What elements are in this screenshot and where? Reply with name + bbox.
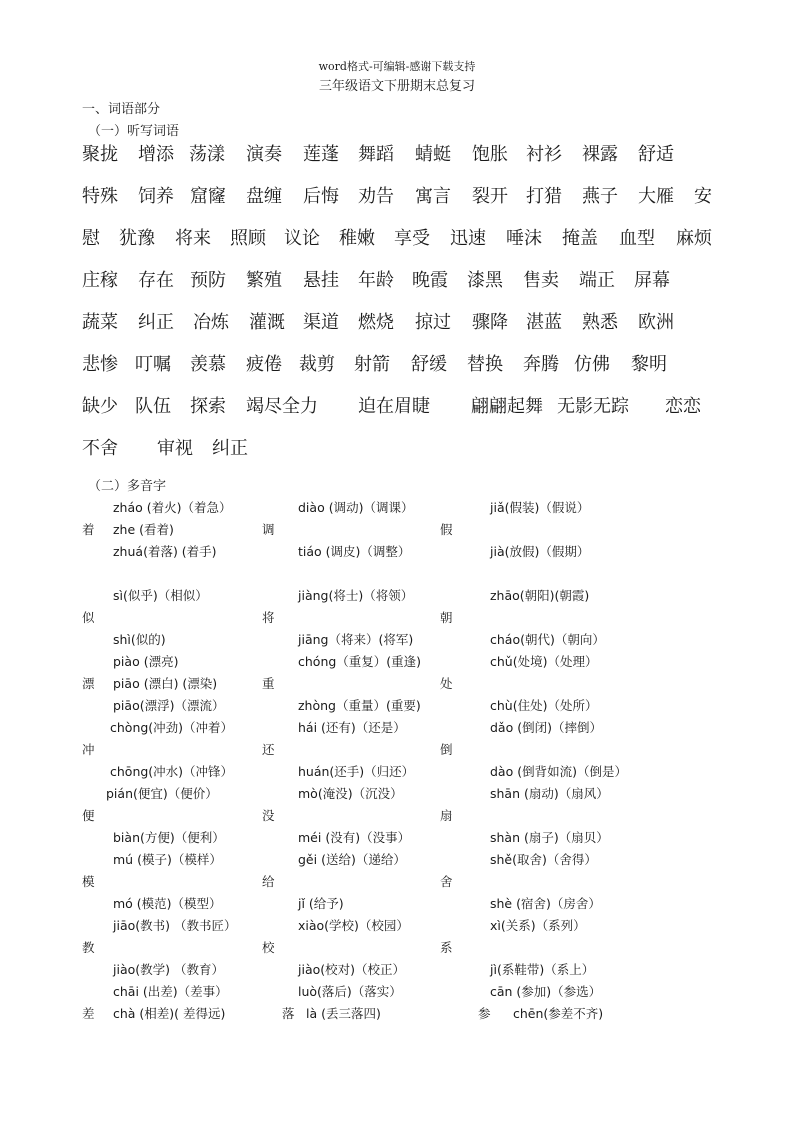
polyphone-reading: tiáo (调皮)（调整） <box>298 544 411 559</box>
polyphone-reading: shān (扇动)（扇风） <box>490 786 609 801</box>
dictation-word: 后悔 <box>303 186 339 207</box>
dictation-word: 冶炼 <box>193 312 229 333</box>
polyphone-reading: zhe (看着) <box>113 522 174 537</box>
polyphone-reading: jì(系鞋带)（系上） <box>490 962 595 977</box>
polyphone-reading: shì(似的) <box>113 632 166 647</box>
dictation-word: 恋恋 <box>665 396 701 417</box>
polyphone-character: 似 <box>82 610 95 625</box>
dictation-word: 悲惨 <box>82 354 118 375</box>
dictation-word: 悬挂 <box>303 270 339 291</box>
polyphone-reading: huán(还手)（归还） <box>298 764 415 779</box>
polyphone-reading: méi (没有)（没事） <box>298 830 411 845</box>
dictation-word: 舒适 <box>638 144 674 165</box>
polyphone-character: 扇 <box>440 808 453 823</box>
polyphone-reading: zhuá(着落) (着手) <box>113 544 217 559</box>
dictation-word: 照顾 <box>230 228 266 249</box>
polyphone-character: 朝 <box>440 610 453 625</box>
dictation-word: 射箭 <box>354 354 390 375</box>
polyphone-reading: gěi (送给)（递给） <box>298 852 406 867</box>
polyphone-character: 落 <box>282 1006 295 1021</box>
polyphone-reading: xì(关系)（系列） <box>490 918 586 933</box>
dictation-word: 奔腾 <box>523 354 559 375</box>
dictation-word: 打猎 <box>526 186 562 207</box>
dictation-word: 探索 <box>190 396 226 417</box>
dictation-word: 增添 <box>138 144 174 165</box>
polyphone-reading: pián(便宜)（便价） <box>106 786 218 801</box>
dictation-word: 售卖 <box>523 270 559 291</box>
polyphone-reading: jiǎ(假装)（假说） <box>490 500 590 515</box>
polyphone-character: 调 <box>262 522 275 537</box>
dictation-word: 存在 <box>138 270 174 291</box>
polyphone-character: 冲 <box>82 742 95 757</box>
dictation-word: 缺少 <box>82 396 118 417</box>
dictation-word: 劝告 <box>358 186 394 207</box>
dictation-word: 黎明 <box>631 354 667 375</box>
polyphone-reading: mó (模范)（模型） <box>113 896 222 911</box>
dictation-word: 窟窿 <box>190 186 226 207</box>
dictation-word: 疲倦 <box>246 354 282 375</box>
dictation-word: 享受 <box>394 228 430 249</box>
dictation-word: 衬衫 <box>526 144 562 165</box>
dictation-word: 迅速 <box>450 228 486 249</box>
polyphone-reading: dǎo (倒闭)（摔倒） <box>490 720 602 735</box>
polyphone-reading: shě(取舍)（舍得） <box>490 852 597 867</box>
polyphone-reading: diào (调动)（调课） <box>298 500 414 515</box>
polyphone-character: 校 <box>262 940 275 955</box>
dictation-word: 替换 <box>467 354 503 375</box>
polyphone-character: 教 <box>82 940 95 955</box>
polyphone-reading: là (丢三落四) <box>306 1006 381 1021</box>
dictation-word: 荡漾 <box>189 144 225 165</box>
polyphone-character: 还 <box>262 742 275 757</box>
polyphone-character: 系 <box>440 940 453 955</box>
polyphone-reading: mú (模子)（模样） <box>113 852 222 867</box>
subsection-title-dictation: （一）听写词语 <box>88 124 180 139</box>
dictation-word: 晚霞 <box>412 270 448 291</box>
polyphone-reading: xiào(学校)（校园） <box>298 918 409 933</box>
dictation-word: 渠道 <box>303 312 339 333</box>
dictation-word: 舞蹈 <box>358 144 394 165</box>
dictation-word: 莲蓬 <box>303 144 339 165</box>
dictation-word: 预防 <box>190 270 226 291</box>
polyphone-reading: jǐ (给予) <box>298 896 344 911</box>
dictation-word: 熟悉 <box>582 312 618 333</box>
dictation-word: 灌溉 <box>249 312 285 333</box>
polyphone-character: 便 <box>82 808 95 823</box>
polyphone-character: 差 <box>82 1006 95 1021</box>
dictation-word: 蔬菜 <box>82 312 118 333</box>
polyphone-character: 舍 <box>440 874 453 889</box>
dictation-word: 麻烦 <box>676 228 712 249</box>
polyphone-reading: cān (参加)（参选） <box>490 984 602 999</box>
dictation-word: 湛蓝 <box>526 312 562 333</box>
polyphone-reading: shè (宿舍)（房舍） <box>490 896 601 911</box>
dictation-word: 庄稼 <box>82 270 118 291</box>
polyphone-reading: chǔ(处境)（处理） <box>490 654 598 669</box>
dictation-word: 年龄 <box>358 270 394 291</box>
subsection-title-polyphones: （二）多音字 <box>88 479 167 494</box>
polyphone-reading: zhòng（重量）(重要) <box>298 698 421 713</box>
dictation-word: 漆黑 <box>467 270 503 291</box>
dictation-word: 纠正 <box>138 312 174 333</box>
dictation-word: 议论 <box>284 228 320 249</box>
polyphone-reading: chòng(冲劲)（冲着） <box>110 720 234 735</box>
dictation-word: 繁殖 <box>246 270 282 291</box>
polyphone-reading: shàn (扇子)（扇贝） <box>490 830 609 845</box>
polyphone-reading: dào (倒背如流)（倒是） <box>490 764 627 779</box>
dictation-word: 饲养 <box>138 186 174 207</box>
dictation-word: 演奏 <box>246 144 282 165</box>
polyphone-reading: zhāo(朝阳)(朝霞) <box>490 588 590 603</box>
dictation-word: 掠过 <box>415 312 451 333</box>
dictation-word: 将来 <box>175 228 211 249</box>
dictation-word: 欧洲 <box>638 312 674 333</box>
dictation-word: 饱胀 <box>472 144 508 165</box>
dictation-word: 犹豫 <box>119 228 155 249</box>
polyphone-character: 假 <box>440 522 453 537</box>
dictation-word: 寓言 <box>415 186 451 207</box>
dictation-word: 裂开 <box>472 186 508 207</box>
dictation-word: 审视 <box>157 438 193 459</box>
dictation-word: 屏幕 <box>634 270 670 291</box>
dictation-word: 安 <box>694 186 712 207</box>
dictation-word: 大雁 <box>638 186 674 207</box>
polyphone-reading: cháo(朝代)（朝向） <box>490 632 605 647</box>
polyphone-reading: jiào(教学) （教育） <box>113 962 224 977</box>
polyphone-reading: chōng(冲水)（冲锋） <box>110 764 234 779</box>
polyphone-reading: jiào(校对)（校正） <box>298 962 406 977</box>
dictation-word: 裸露 <box>582 144 618 165</box>
polyphone-character: 模 <box>82 874 95 889</box>
dictation-word: 仿佛 <box>574 354 610 375</box>
polyphone-reading: piāo (漂白) (漂染) <box>113 676 218 691</box>
polyphone-character: 给 <box>262 874 275 889</box>
page-title: 三年级语文下册期末总复习 <box>318 79 475 94</box>
dictation-word: 迫在眉睫 <box>358 396 430 417</box>
dictation-word: 羡慕 <box>190 354 226 375</box>
polyphone-reading: piāo(漂浮)（漂流） <box>113 698 225 713</box>
polyphone-reading: chāi (出差)（差事） <box>113 984 228 999</box>
dictation-word: 盘缠 <box>246 186 282 207</box>
polyphone-reading: mò(淹没)（沉没） <box>298 786 403 801</box>
dictation-word: 燃烧 <box>358 312 394 333</box>
dictation-word: 无影无踪 <box>557 396 629 417</box>
header-note: word格式-可编辑-感谢下载支持 <box>318 60 476 73</box>
dictation-word: 队伍 <box>135 396 171 417</box>
polyphone-character: 参 <box>478 1006 491 1021</box>
dictation-word: 燕子 <box>582 186 618 207</box>
polyphone-reading: jiàng(将士)（将领） <box>298 588 414 603</box>
dictation-word: 端正 <box>579 270 615 291</box>
dictation-word: 蜻蜓 <box>415 144 451 165</box>
dictation-word: 慰 <box>82 228 100 249</box>
polyphone-reading: jià(放假)（假期） <box>490 544 590 559</box>
polyphone-reading: sì(似乎)（相似） <box>113 588 208 603</box>
dictation-word: 不舍 <box>82 438 118 459</box>
dictation-word: 翩翩起舞 <box>471 396 543 417</box>
polyphone-reading: jiāng（将来）(将军) <box>298 632 414 647</box>
polyphone-character: 没 <box>262 808 275 823</box>
dictation-word: 骤降 <box>472 312 508 333</box>
polyphone-reading: chóng（重复）(重逢) <box>298 654 422 669</box>
polyphone-character: 重 <box>262 676 275 691</box>
dictation-word: 特殊 <box>82 186 118 207</box>
dictation-word: 舒缓 <box>411 354 447 375</box>
polyphone-character: 着 <box>82 522 95 537</box>
polyphone-character: 处 <box>440 676 453 691</box>
section-title: 一、词语部分 <box>82 102 161 117</box>
dictation-word: 叮嘱 <box>135 354 171 375</box>
polyphone-reading: chà (相差)( 差得远) <box>113 1006 226 1021</box>
polyphone-character: 将 <box>262 610 275 625</box>
dictation-word: 裁剪 <box>299 354 335 375</box>
dictation-word: 纠正 <box>212 438 248 459</box>
polyphone-reading: luò(落后)（落实） <box>298 984 402 999</box>
dictation-word: 唾沫 <box>506 228 542 249</box>
polyphone-reading: zháo (着火)（着急） <box>113 500 232 515</box>
polyphone-reading: jiāo(教书) （教书匠） <box>113 918 237 933</box>
dictation-word: 掩盖 <box>562 228 598 249</box>
polyphone-reading: hái (还有)（还是） <box>298 720 406 735</box>
polyphone-character: 倒 <box>440 742 453 757</box>
dictation-word: 血型 <box>619 228 655 249</box>
polyphone-reading: chù(住处)（处所） <box>490 698 598 713</box>
dictation-word: 聚拢 <box>82 144 118 165</box>
polyphone-reading: biàn(方便)（便利） <box>113 830 225 845</box>
dictation-word: 稚嫩 <box>339 228 375 249</box>
polyphone-character: 漂 <box>82 676 95 691</box>
polyphone-reading: chēn(参差不齐) <box>513 1006 604 1021</box>
dictation-word: 竭尽全力 <box>246 396 318 417</box>
polyphone-reading: piào (漂亮) <box>113 654 179 669</box>
